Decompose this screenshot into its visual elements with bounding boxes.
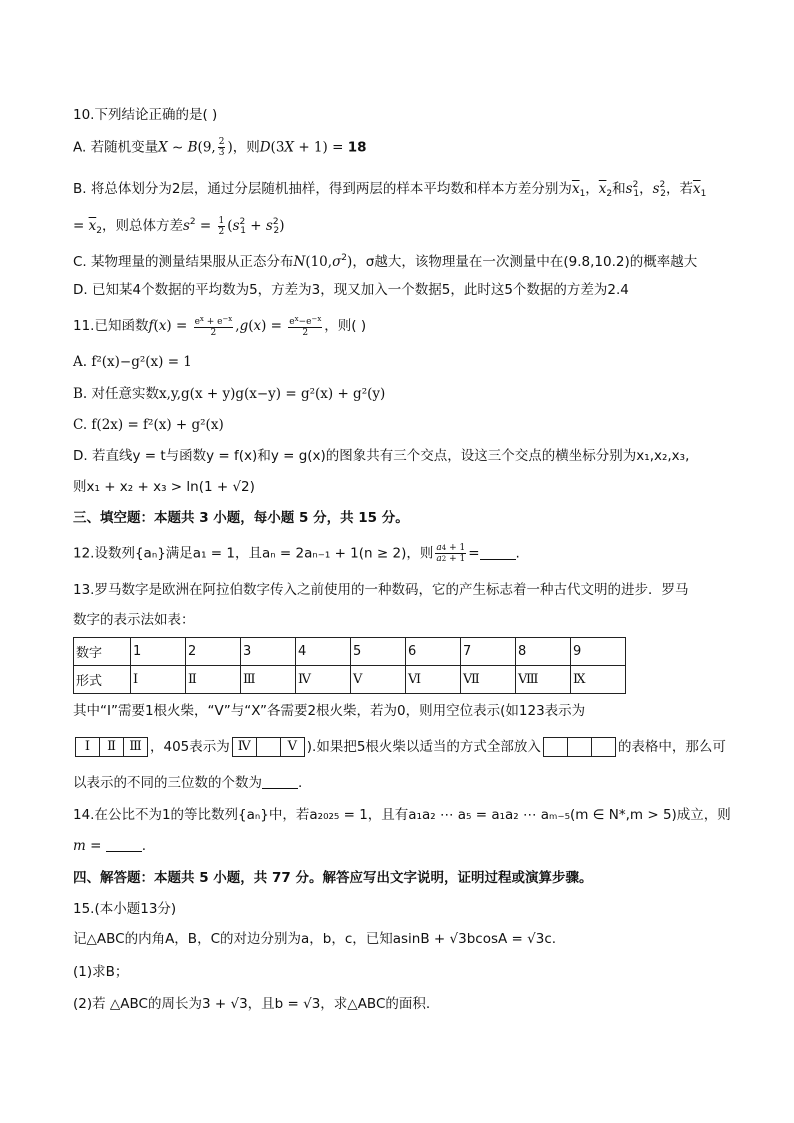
q15-part2: (2)若 △ABC的周长为3 + √3，且b = √3，求△ABC的面积. xyxy=(73,996,431,1012)
q10-option-b-line1: B. 将总体划分为2层，通过分层随机抽样，得到两层的样本平均数和样本方差分别为$\overline{x}_1$，$\overline{x}_2$和$s^2_1$，$s^2_2$，若$\overline{x}_1$ xyxy=(73,180,707,199)
table-row: 数字 1 2 3 4 5 6 7 8 9 xyxy=(74,638,626,666)
q10-option-a: A. 若随机变量X ~ B(9, $\frac{2}{3}$ )，则D(3X + 1) = 18 xyxy=(73,137,367,158)
section-3-heading: 三、填空题：本题共 3 小题，每小题 5 分，共 15 分。 xyxy=(73,510,409,526)
q14-line1: 14.在公比不为1的等比数列{aₙ}中，若a₂₀₂₅ = 1，且有a₁a₂ ⋯ a₅ = a₁a₂ ⋯ aₘ₋₅(m ∈ N*,m > 5)成立，则 xyxy=(73,807,731,823)
section-4-heading: 四、解答题：本题共 5 小题，共 77 分。解答应写出文字说明，证明过程或演算步骤。 xyxy=(73,870,593,886)
roman-numeral-table xyxy=(73,637,626,694)
example-123-box: Ⅰ Ⅱ Ⅲ xyxy=(75,737,148,757)
q11-option-d-line2: 则x₁ + x₂ + x₃ > ln(1 + √2) xyxy=(73,479,255,495)
q14-answer-blank xyxy=(106,837,142,852)
q13-para5: 以表示的不同的三位数的个数为 . xyxy=(73,775,303,791)
q15-statement: 记△ABC的内角A，B，C的对边分别为a，b，c，已知asinB + √3bcosA = √3c. xyxy=(73,931,557,947)
q10-option-b-line2: = $\overline{x}_2$，则总体方差$s^2$ = $\frac{1}{2}$ $(s^2_1 + s^2_2)$ xyxy=(73,215,285,237)
table-row: 形式 Ⅰ Ⅱ Ⅲ Ⅳ Ⅴ Ⅵ Ⅶ Ⅷ Ⅸ xyxy=(74,666,626,694)
q13-para2: 数字的表示法如表： xyxy=(73,612,195,628)
q11-stem: 11.已知函数f(x) = $\frac{e^x + e^{-x}}{2}$ ,g(x) = $\frac{e^x-e^{-x}}{2}$ ，则( ) xyxy=(73,315,367,338)
q15-title: 15.(本小题13分) xyxy=(73,901,177,917)
empty-three-cell-box xyxy=(543,737,616,757)
q10-a-math: X xyxy=(158,139,168,156)
q14-line2: m = . xyxy=(73,838,146,854)
q10-stem: 10.下列结论正确的是( ) xyxy=(73,107,218,123)
q10-a-math2: D xyxy=(259,139,271,156)
q11-option-b: B. 对任意实数x,y,g(x + y)g(x−y) = g²(x) + g²(y) xyxy=(73,386,386,402)
q13-para4: Ⅰ Ⅱ Ⅲ ，405表示为 Ⅳ Ⅴ ).如果把5根火柴以适当的方式全部放入 的表格中，那么可 xyxy=(73,737,734,757)
q13-para1: 13.罗马数字是欧洲在阿拉伯数字传入之前使用的一种数码，它的产生标志着一种古代文明的进步．罗马 xyxy=(73,582,689,598)
q11-option-c: C. f(2x) = f²(x) + g²(x) xyxy=(73,417,224,433)
q15-part1: (1)求B； xyxy=(73,964,129,980)
q13-para3: 其中“Ⅰ”需要1根火柴，“Ⅴ”与“X”各需要2根火柴，若为0，则用空位表示(如123表示为 xyxy=(73,703,586,719)
q12-answer-blank xyxy=(480,545,516,560)
q10-option-d: D. 已知某4个数据的平均数为5，方差为3，现又加入一个数据5，此时这5个数据的方差为2.4 xyxy=(73,282,629,298)
q12: 12.设数列{aₙ}满足a₁ = 1，且aₙ = 2aₙ₋₁ + 1(n ≥ 2)，则 $\frac{a4 + 1}{a2 + 1}$ = . xyxy=(73,543,520,564)
q13-answer-blank xyxy=(262,774,298,789)
q11-option-d-line1: D. 若直线y = t与函数y = f(x)和y = g(x)的图象共有三个交点，设这三个交点的横坐标分别为x₁,x₂,x₃, xyxy=(73,448,690,464)
example-405-box: Ⅳ Ⅴ xyxy=(232,737,305,757)
q11-option-a: A. f²(x)−g²(x) = 1 xyxy=(73,354,192,370)
q10-option-c: C. 某物理量的测量结果服从正态分布$N(10,\sigma^2)$，σ越大，该物理量在一次测量中在(9.8,10.2)的概率越大 xyxy=(73,253,698,270)
